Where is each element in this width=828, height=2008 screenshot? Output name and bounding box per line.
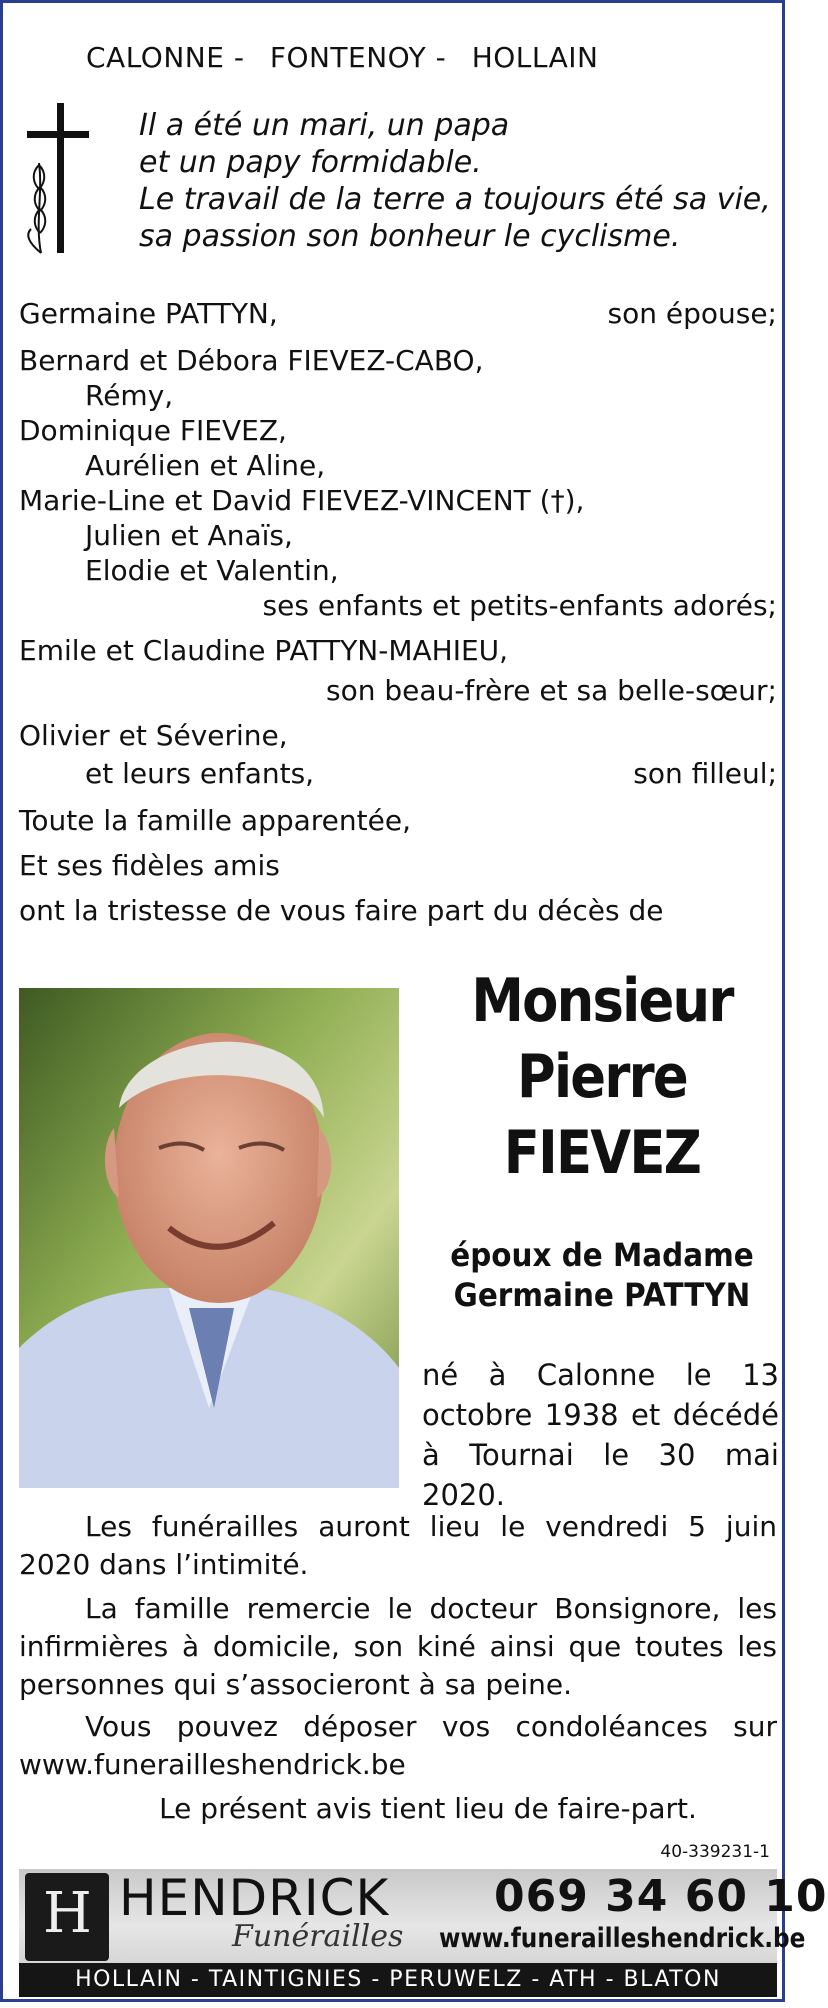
family-name: et leurs enfants, (85, 757, 315, 790)
family-relation: ses enfants et petits-enfants adorés; (262, 589, 777, 622)
hendrick-logo-icon (25, 1873, 109, 1961)
place-fontenoy: FONTENOY - (269, 41, 447, 74)
spouse-line: époux de Madame (450, 1236, 754, 1274)
deceased-name-block (423, 963, 781, 1191)
birth-death-text: né à Calonne le 13 octobre 1938 et décédé à Tournai le 30 mai 2020. (422, 1358, 779, 1512)
funeral-home-phone: 069 34 60 10 (494, 1871, 828, 1922)
quote-line: sa passion son bonheur le cyclisme. (139, 219, 681, 254)
family-name: Germaine PATTYN, (19, 297, 278, 330)
thanks-paragraph: La famille remercie le docteur Bonsignore, les infirmières à domicile, son kiné ainsi que toutes les personnes qui s’associeront à sa peine. (19, 1592, 777, 1701)
portrait-image (19, 988, 399, 1488)
family-name: Marie-Line et David FIEVEZ-VINCENT (†), (19, 484, 585, 517)
condolences-paragraph: Vous pouvez déposer vos condoléances sur www.funerailleshendrick.be (19, 1710, 777, 1781)
family-relation: son beau-frère et sa belle-sœur; (326, 674, 777, 707)
family-name: Bernard et Débora FIEVEZ-CABO, (19, 344, 484, 377)
funeral-home-website[interactable]: www.funerailleshendrick.be (439, 1923, 806, 1954)
deceased-last-name: FIEVEZ (503, 1118, 701, 1188)
family-name: Julien et Anaïs, (85, 519, 293, 552)
family-name: Et ses fidèles amis (19, 849, 280, 882)
family-relation: son filleul; (633, 757, 777, 790)
place-calonne: CALONNE - (86, 41, 245, 74)
logo-letter: H (43, 1881, 92, 1946)
cross-with-wheat-icon (21, 103, 93, 253)
header-places (86, 41, 615, 74)
funeral-home-subtitle: Funérailles (232, 1919, 404, 1954)
quote-line: et un papy formidable. (139, 145, 482, 180)
family-name: Emile et Claudine PATTYN-MAHIEU, (19, 634, 509, 667)
family-name: Toute la famille apparentée, (19, 804, 411, 837)
funeral-home-banner (19, 1869, 828, 1963)
funeral-paragraph: Les funérailles auront lieu le vendredi 5 juin 2020 dans l’intimité. (19, 1510, 777, 1581)
family-name: Aurélien et Aline, (85, 449, 326, 482)
reference-number: 40-339231-1 (660, 1842, 770, 1862)
family-name: Rémy, (85, 379, 174, 412)
family-name: Dominique FIEVEZ, (19, 414, 287, 447)
family-relation: son épouse; (607, 297, 777, 330)
deceased-photo (19, 988, 399, 1488)
locations-strip: HOLLAIN - TAINTIGNIES - PERUWELZ - ATH - BLATON (19, 1963, 777, 1997)
announcement-line: ont la tristesse de vous faire part du décès de (19, 894, 664, 927)
quote-line: Il a été un mari, un papa (139, 108, 510, 143)
quote-line: Le travail de la terre a toujours été sa vie, (139, 182, 771, 217)
notice-paragraph: Le présent avis tient lieu de faire-part. (159, 1792, 697, 1825)
deceased-title: Monsieur (471, 966, 733, 1036)
place-hollain: HOLLAIN (471, 41, 599, 74)
family-name: Elodie et Valentin, (85, 554, 339, 587)
tribute-quote (139, 107, 771, 255)
funeral-home-name: HENDRICK (119, 1869, 390, 1927)
spouse-line: Germaine PATTYN (453, 1276, 751, 1314)
spouse-block (423, 1235, 781, 1315)
family-row (19, 296, 777, 336)
deceased-first-name: Pierre (517, 1042, 687, 1112)
family-name: Olivier et Séverine, (19, 719, 288, 752)
